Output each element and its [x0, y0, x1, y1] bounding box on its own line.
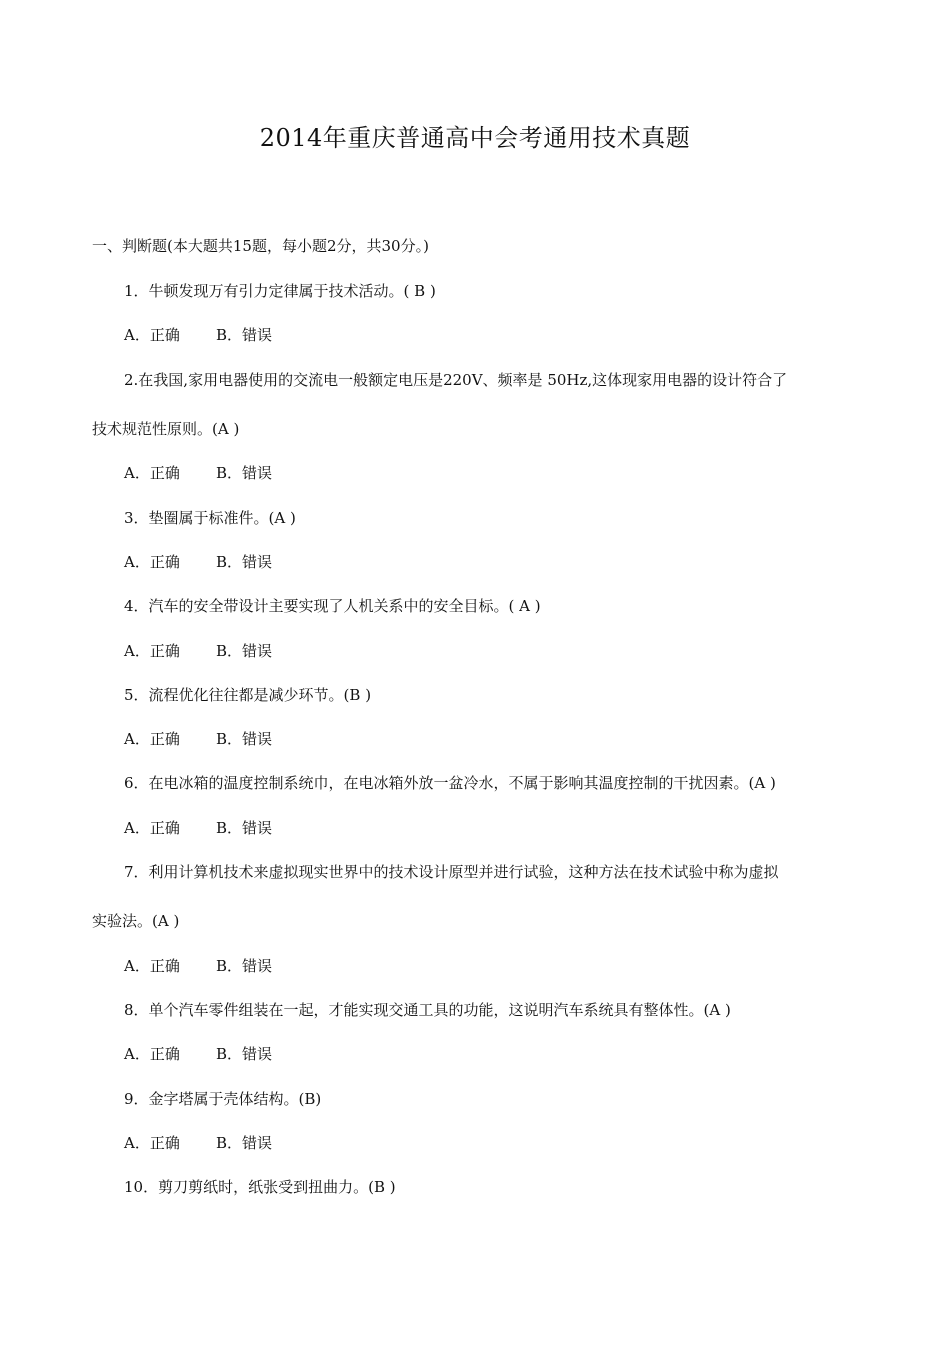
question-7-options [124, 956, 273, 976]
question-6: 6．在电冰箱的温度控制系统巾，在电冰箱外放一盆冷水，不属于影响其温度控制的干扰因素。(A ) [124, 774, 776, 792]
question-3-options [124, 552, 273, 572]
question-6-options [124, 818, 273, 838]
question-4-options [124, 641, 273, 661]
question-3: 3．垫圈属于标准件。(A ) [124, 509, 296, 527]
option-a: A．正确 [124, 553, 180, 571]
option-a: A．正确 [124, 464, 180, 482]
question-9-options [124, 1133, 273, 1153]
option-b: B．错误 [216, 326, 273, 344]
question-4: 4．汽车的安全带设计主要实现了人机关系中的安全目标。( A ) [124, 597, 541, 615]
question-9: 9．金字塔属于壳体结构。(B) [124, 1090, 322, 1108]
page-title: 2014年重庆普通高中会考通用技术真题 [259, 124, 691, 152]
question-8: 8．单个汽车零件组装在一起，才能实现交通工具的功能，这说明汽车系统具有整体性。(A ) [124, 1001, 731, 1019]
option-b: B．错误 [216, 553, 273, 571]
section-heading: 一、判断题(本大题共15题，每小题2分，共30分。) [92, 237, 429, 255]
question-7: 7．利用计算机技术来虚拟现实世界中的技术设计原型并进行试验，这种方法在技术试验中称为虚拟 [124, 863, 779, 881]
question-2-cont: 技术规范性原则。(A ) [92, 420, 240, 438]
option-a: A．正确 [124, 642, 180, 660]
question-10: 10．剪刀剪纸时，纸张受到扭曲力。(B ) [124, 1178, 396, 1196]
option-b: B．错误 [216, 730, 273, 748]
question-7-cont: 实验法。(A ) [92, 912, 180, 930]
question-1: 1．牛顿发现万有引力定律属于技术活动。( B ) [124, 282, 436, 300]
option-a: A．正确 [124, 730, 180, 748]
option-b: B．错误 [216, 1134, 273, 1152]
option-a: A．正确 [124, 1045, 180, 1063]
option-b: B．错误 [216, 464, 273, 482]
question-2: 2.在我国,家用电器使用的交流电一般额定电压是220V、频率是 50Hz,这体现家用电器的设计符合了 [124, 371, 788, 389]
question-2-options [124, 463, 273, 483]
question-1-options [124, 325, 273, 345]
option-a: A．正确 [124, 1134, 180, 1152]
question-8-options [124, 1044, 273, 1064]
option-a: A．正确 [124, 326, 180, 344]
option-a: A．正确 [124, 957, 180, 975]
question-5-options [124, 729, 273, 749]
option-b: B．错误 [216, 1045, 273, 1063]
option-a: A．正确 [124, 819, 180, 837]
option-b: B．错误 [216, 819, 273, 837]
question-5: 5．流程优化往往都是减少环节。(B ) [124, 686, 372, 704]
option-b: B．错误 [216, 642, 273, 660]
option-b: B．错误 [216, 957, 273, 975]
